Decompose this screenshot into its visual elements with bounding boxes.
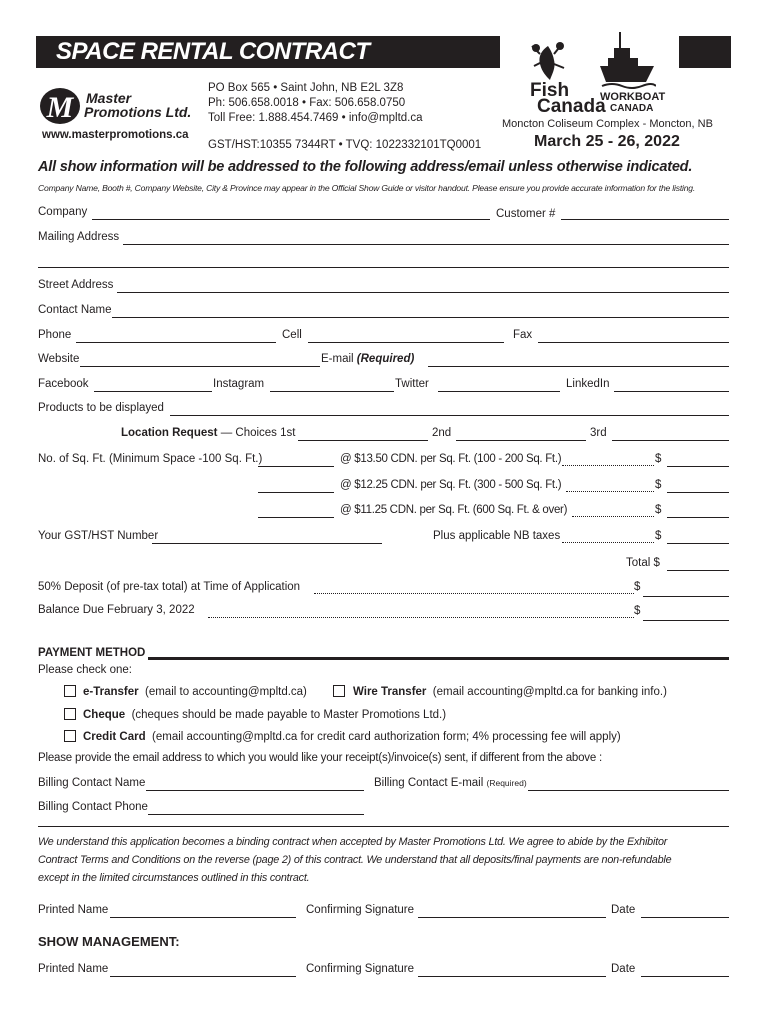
fish-canada-line1: Fish bbox=[530, 80, 570, 101]
instagram-label: Instagram bbox=[213, 378, 265, 390]
workboat-line2: CANADA bbox=[610, 103, 654, 114]
products-label: Products to be displayed bbox=[38, 402, 164, 414]
agreement-divider bbox=[38, 826, 729, 827]
show-dates: March 25 - 26, 2022 bbox=[534, 133, 680, 150]
mgmt-date-label: Date bbox=[611, 963, 636, 975]
location-2nd-label: 2nd bbox=[432, 427, 452, 439]
sqft-field-3[interactable] bbox=[258, 517, 334, 518]
notice-subtext: Company Name, Booth #, Company Website, City & Province may appear in the Official Show Guide or visitor handout. Please ensure you provide accurate information for the listing. bbox=[38, 183, 696, 193]
location-choice-3-field[interactable] bbox=[612, 440, 729, 441]
cheque-option bbox=[83, 709, 446, 721]
agreement-line-1: We understand this application becomes a binding contract when accepted by Master Promotions Ltd. We agree to abide by the Exhibitor bbox=[38, 836, 668, 848]
logo-brand-line1: Master bbox=[86, 90, 132, 106]
billing-name-field[interactable] bbox=[146, 790, 364, 791]
linkedin-field[interactable] bbox=[614, 391, 729, 392]
website-field[interactable] bbox=[80, 366, 320, 367]
location-request bbox=[121, 427, 295, 439]
master-promotions-logo bbox=[38, 86, 82, 126]
billing-email-label-text: Billing Contact E-mail bbox=[374, 777, 484, 789]
corner-box bbox=[679, 36, 731, 68]
linkedin-label: LinkedIn bbox=[566, 378, 610, 390]
deposit-leader bbox=[314, 593, 634, 594]
email-required-note: (Required) bbox=[356, 353, 415, 365]
exhibitor-printed-name-label: Printed Name bbox=[38, 904, 109, 916]
lobster-icon bbox=[528, 40, 568, 84]
plus-tax-leader bbox=[562, 542, 654, 543]
receipt-email-note: Please provide the email address to which you would like your receipt(s)/invoice(s) sent, if different from the above : bbox=[38, 752, 603, 764]
rate-3-amount-field[interactable] bbox=[667, 517, 729, 518]
exhibitor-printed-name-field[interactable] bbox=[110, 917, 296, 918]
workboat-icon bbox=[598, 30, 656, 90]
org-tollfree-email: Toll Free: 1.888.454.7469 • info@mpltd.ca bbox=[208, 112, 423, 124]
notice-heading: All show information will be addressed to the following address/email unless otherwise indicated. bbox=[38, 159, 693, 175]
exhibitor-signature-label: Confirming Signature bbox=[306, 904, 415, 916]
company-field[interactable] bbox=[92, 219, 490, 220]
mgmt-printed-name-field[interactable] bbox=[110, 976, 296, 977]
org-phone-fax: Ph: 506.658.0018 • Fax: 506.658.0750 bbox=[208, 97, 406, 109]
facebook-field[interactable] bbox=[94, 391, 212, 392]
rate-3-leader bbox=[572, 516, 654, 517]
rate-1-dollar: $ bbox=[655, 453, 662, 465]
page-title: SPACE RENTAL CONTRACT bbox=[56, 38, 370, 65]
balance-dollar: $ bbox=[634, 605, 641, 617]
mgmt-signature-field[interactable] bbox=[418, 976, 606, 977]
phone-label: Phone bbox=[38, 329, 72, 341]
plus-tax-amount-field[interactable] bbox=[667, 543, 729, 544]
sqft-field-2[interactable] bbox=[258, 492, 334, 493]
cheque-label: Cheque bbox=[83, 709, 126, 721]
fax-label: Fax bbox=[513, 329, 533, 341]
billing-phone-field[interactable] bbox=[148, 814, 364, 815]
agreement-line-2: Contract Terms and Conditions on the reverse (page 2) of this contract. We understand that all deposits/final payments are non-refundable bbox=[38, 854, 672, 866]
wire-transfer-option bbox=[353, 686, 667, 698]
contact-name-field[interactable] bbox=[112, 317, 729, 318]
twitter-field[interactable] bbox=[438, 391, 560, 392]
instagram-field[interactable] bbox=[270, 391, 394, 392]
mailing-address-field[interactable] bbox=[123, 244, 729, 245]
exhibitor-date-field[interactable] bbox=[641, 917, 729, 918]
wire-transfer-label: Wire Transfer bbox=[353, 686, 427, 698]
facebook-label: Facebook bbox=[38, 378, 89, 390]
website-url: www.masterpromotions.ca bbox=[42, 129, 189, 141]
rate-1-leader bbox=[562, 465, 654, 466]
rate-1-amount-field[interactable] bbox=[667, 466, 729, 467]
exhibitor-date-label: Date bbox=[611, 904, 636, 916]
rate-1-label: @ $13.50 CDN. per Sq. Ft. (100 - 200 Sq. Ft.) bbox=[340, 453, 562, 465]
mailing-address-label: Mailing Address bbox=[38, 231, 120, 243]
billing-phone-label: Billing Contact Phone bbox=[38, 801, 148, 813]
wire-transfer-checkbox[interactable] bbox=[333, 685, 345, 697]
rate-3-dollar: $ bbox=[655, 504, 662, 516]
customer-number-field[interactable] bbox=[561, 219, 729, 220]
rate-3-label: @ $11.25 CDN. per Sq. Ft. (600 Sq. Ft. & over) bbox=[340, 504, 568, 516]
products-field[interactable] bbox=[170, 415, 729, 416]
email-label-text: E-mail bbox=[321, 353, 354, 365]
cell-field[interactable] bbox=[308, 342, 504, 343]
etransfer-checkbox[interactable] bbox=[64, 685, 76, 697]
street-address-field[interactable] bbox=[117, 292, 729, 293]
credit-card-checkbox[interactable] bbox=[64, 730, 76, 742]
street-address-label: Street Address bbox=[38, 279, 114, 291]
website-label: Website bbox=[38, 353, 80, 365]
cheque-checkbox[interactable] bbox=[64, 708, 76, 720]
etransfer-option bbox=[83, 686, 307, 698]
show-management-heading: SHOW MANAGEMENT: bbox=[38, 934, 180, 949]
payment-method-rule bbox=[148, 657, 729, 660]
twitter-label: Twitter bbox=[395, 378, 429, 390]
customer-number-label: Customer # bbox=[496, 208, 556, 220]
rate-2-leader bbox=[566, 491, 654, 492]
location-3rd-label: 3rd bbox=[590, 427, 607, 439]
rate-2-dollar: $ bbox=[655, 479, 662, 491]
fish-canada-line2: Canada bbox=[537, 96, 606, 117]
deposit-label: 50% Deposit (of pre-tax total) at Time of Application bbox=[38, 581, 301, 593]
svg-text:M: M bbox=[46, 91, 74, 124]
plus-tax-label: Plus applicable NB taxes bbox=[433, 530, 561, 542]
workboat-line1: WORKBOAT bbox=[600, 91, 666, 103]
cheque-note: (cheques should be made payable to Master Promotions Ltd.) bbox=[131, 709, 447, 721]
billing-email-label bbox=[374, 777, 527, 789]
mailing-address-field-2[interactable] bbox=[38, 267, 729, 268]
location-choice-2-field[interactable] bbox=[456, 440, 586, 441]
email-field[interactable] bbox=[428, 366, 729, 367]
wire-transfer-note: (email accounting@mpltd.ca for banking info.) bbox=[432, 686, 667, 698]
org-address: PO Box 565 • Saint John, NB E2L 3Z8 bbox=[208, 82, 404, 94]
billing-email-required: (Required) bbox=[486, 778, 527, 788]
payment-method-heading: PAYMENT METHOD bbox=[38, 647, 146, 659]
fax-field[interactable] bbox=[538, 342, 729, 343]
plus-tax-dollar: $ bbox=[655, 530, 662, 542]
rate-2-amount-field[interactable] bbox=[667, 492, 729, 493]
mgmt-date-field[interactable] bbox=[641, 976, 729, 977]
company-label: Company bbox=[38, 206, 88, 218]
billing-name-label: Billing Contact Name bbox=[38, 777, 146, 789]
location-choices-label: — Choices 1st bbox=[220, 427, 296, 439]
gst-number-label: Your GST/HST Number bbox=[38, 530, 159, 542]
venue: Moncton Coliseum Complex - Moncton, NB bbox=[502, 118, 713, 130]
org-tax-ids: GST/HST:10355 7344RT • TVQ: 1022332101TQ0001 bbox=[208, 139, 482, 151]
rate-2-label: @ $12.25 CDN. per Sq. Ft. (300 - 500 Sq. Ft.) bbox=[340, 479, 562, 491]
gst-number-field[interactable] bbox=[152, 543, 382, 544]
total-field[interactable] bbox=[667, 570, 729, 571]
billing-email-field[interactable] bbox=[528, 790, 729, 791]
exhibitor-signature-field[interactable] bbox=[418, 917, 606, 918]
phone-field[interactable] bbox=[76, 342, 276, 343]
balance-label: Balance Due February 3, 2022 bbox=[38, 604, 195, 616]
etransfer-label: e-Transfer bbox=[83, 686, 139, 698]
agreement-line-3: except in the limited circumstances outlined in this contract. bbox=[38, 872, 310, 884]
check-one-label: Please check one: bbox=[38, 664, 132, 676]
email-label bbox=[321, 353, 414, 365]
deposit-amount-field[interactable] bbox=[643, 596, 729, 597]
mgmt-signature-label: Confirming Signature bbox=[306, 963, 415, 975]
credit-card-option bbox=[83, 731, 621, 743]
cell-label: Cell bbox=[282, 329, 302, 341]
sqft-label: No. of Sq. Ft. (Minimum Space -100 Sq. Ft.) bbox=[38, 453, 263, 465]
logo-brand-line2: Promotions Ltd. bbox=[84, 104, 192, 120]
location-request-label: Location Request bbox=[121, 427, 218, 439]
credit-card-label: Credit Card bbox=[83, 731, 146, 743]
balance-leader bbox=[208, 617, 634, 618]
etransfer-note: (email to accounting@mpltd.ca) bbox=[145, 686, 307, 698]
contact-name-label: Contact Name bbox=[38, 304, 112, 316]
mgmt-printed-name-label: Printed Name bbox=[38, 963, 109, 975]
total-label: Total $ bbox=[626, 557, 660, 569]
location-choice-1-field[interactable] bbox=[298, 440, 428, 441]
balance-amount-field[interactable] bbox=[643, 620, 729, 621]
credit-card-note: (email accounting@mpltd.ca for credit card authorization form; 4% processing fee will apply) bbox=[152, 731, 621, 743]
sqft-field-1[interactable] bbox=[258, 466, 334, 467]
deposit-dollar: $ bbox=[634, 581, 641, 593]
